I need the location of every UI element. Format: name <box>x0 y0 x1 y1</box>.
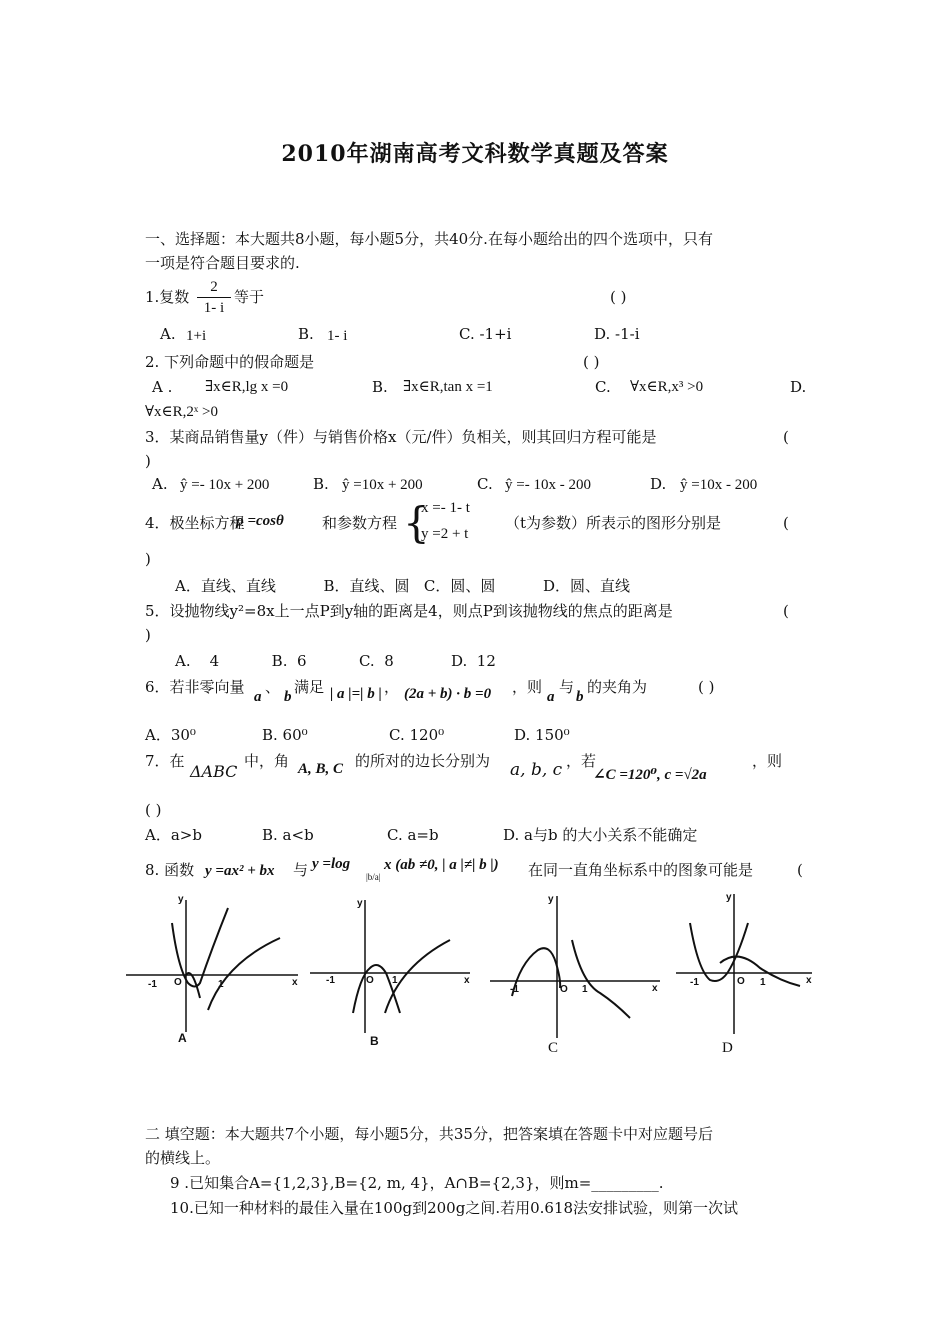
q7-optD: D. a与b 的大小关系不能确定 <box>503 826 698 844</box>
q7-mid2: 的所对的边长分别为 <box>355 752 491 770</box>
q2-optA-label: A . <box>152 378 173 396</box>
q3-optC-label: C. <box>477 475 493 493</box>
q2-optB-label: B. <box>372 378 388 396</box>
section2-line2: 的横线上。 <box>145 1149 221 1167</box>
q6-vec-a: a <box>254 689 262 705</box>
q4-paren-open: ( <box>783 514 789 532</box>
q1-den: 1- i <box>203 300 225 316</box>
q1-optA-label: A. <box>160 325 176 343</box>
q8-suffix: 在同一直角坐标系中的图象可能是 <box>528 861 754 879</box>
graph-d-y: y <box>726 892 732 903</box>
q7-paren: ( ) <box>145 801 162 819</box>
q2-optD: ∀x∈R,2ˣ >0 <box>145 404 218 420</box>
q8-f2-sub: |b/a| <box>366 872 381 882</box>
q3-optD: ŷ =10x - 200 <box>680 477 758 493</box>
q7-optC: C. a=b <box>387 826 439 844</box>
q6-eq2: (2a + b) · b =0 <box>404 686 492 702</box>
q8-f2: y =log <box>312 856 351 872</box>
q3-paren-close: ) <box>145 452 151 470</box>
q2-optC: ∀x∈R,x³ >0 <box>630 379 704 395</box>
q3-optD-label: D. <box>650 475 667 493</box>
q7-sides: a, b, c <box>510 760 563 780</box>
q6-optD: D. 150⁰ <box>514 726 570 744</box>
q2-paren: ( ) <box>583 353 600 371</box>
q6-optC: C. 120⁰ <box>389 726 445 744</box>
q4-sys2: y =2 + t <box>421 526 469 542</box>
q3-stem: 3．某商品销售量y（件）与销售价格x（元/件）负相关，则其回归方程可能是 <box>145 428 657 446</box>
q4-eq1: ρ =cosθ <box>236 513 284 529</box>
q6-suffix: 的夹角为 <box>587 678 648 696</box>
q6-vec-b2: b <box>576 689 584 705</box>
q4-sys1: x =- 1- t <box>421 500 470 516</box>
q5-options: A. 4 B. 6 C. 8 D. 12 <box>175 652 496 670</box>
graph-d-neg: -1 <box>690 977 699 988</box>
q2-optA: ∃x∈R,lg x =0 <box>205 379 289 395</box>
q4-options: A．直线、直线 B．直线、圆 C．圆、圆 D．圆、直线 <box>175 577 631 595</box>
graph-c-label: C <box>548 1040 559 1056</box>
q7-suffix: ，则 <box>752 752 783 770</box>
q1-fraction <box>197 278 231 317</box>
q2-optC-label: C. <box>595 378 611 396</box>
graph-d-label: D <box>722 1040 733 1056</box>
q2-optB: ∃x∈R,tan x =1 <box>403 379 493 395</box>
q1-optB: 1- i <box>327 328 348 344</box>
graph-c-o: O <box>560 984 568 995</box>
q1-optD: D. -1-i <box>594 325 640 343</box>
q6-prefix: 6．若非零向量 <box>145 678 245 696</box>
q2-optD-label: D. <box>790 378 807 396</box>
section1-line1: 一、选择题：本大题共8小题，每小题5分，共40分.在每小题给出的四个选项中，只有 <box>145 230 713 248</box>
section1-line2: 一项是符合题目要求的. <box>145 254 300 272</box>
graph-c-pos: 1 <box>582 984 588 995</box>
graph-c-neg: -1 <box>510 984 519 995</box>
page-title: 2010年湖南高考文科数学真题及答案 <box>281 141 669 167</box>
graph-c <box>490 896 660 1038</box>
graph-b-label: B <box>370 1034 379 1048</box>
q7-angles: A, B, C <box>298 761 344 777</box>
graph-a-label: A <box>178 1031 187 1045</box>
graph-b <box>310 900 470 1033</box>
q3-optC: ŷ =- 10x - 200 <box>505 477 591 493</box>
q8-prefix: 8. 函数 <box>145 861 195 879</box>
q9-text: 9 .已知集合A={1,2,3},B={2, m, 4}，A∩B={2,3}，则m=_________. <box>170 1174 664 1192</box>
q7-cond: ∠C =120⁰, c =√2a <box>593 767 707 783</box>
graph-a-o: O <box>174 977 182 988</box>
q4-paren-close: ) <box>145 550 151 568</box>
q8-graphs <box>120 888 820 1063</box>
q8-f1: y =ax² + bx <box>205 863 275 879</box>
q10-text: 10.已知一种材料的最佳入量在100g到200g之间.若用0.618法安排试验，则第一次试 <box>170 1199 739 1217</box>
graph-a-pos: 1 <box>218 979 224 990</box>
q1-prefix: 1.复数 <box>145 288 190 306</box>
graph-b-x: x <box>464 975 470 986</box>
q4-brace: { <box>403 498 430 547</box>
section2-line1: 二 填空题：本大题共7个小题，每小题5分，共35分，把答案填在答题卡中对应题号后 <box>145 1125 713 1143</box>
q5-paren-close: ) <box>145 626 151 644</box>
q6-and: 与 <box>559 678 575 696</box>
graph-c-y: y <box>548 894 554 905</box>
q3-paren-open: ( <box>783 428 789 446</box>
q3-optB: ŷ =10x + 200 <box>342 477 423 493</box>
q4-mid: 和参数方程 <box>322 514 398 532</box>
q6-eq1: | a |=| b | <box>330 686 382 702</box>
graph-b-o: O <box>366 975 374 986</box>
q3-optA-label: A. <box>152 475 168 493</box>
graph-b-y: y <box>357 898 363 909</box>
q7-optA: A．a>b <box>145 826 202 844</box>
q8-and: 与 <box>293 861 309 879</box>
q7-mid3: ，若 <box>566 752 597 770</box>
q3-optA: ŷ =- 10x + 200 <box>180 477 270 493</box>
q7-mid1: 中，角 <box>244 752 290 770</box>
q4-prefix: 4．极坐标方程 <box>145 514 245 532</box>
q1-suffix: 等于 <box>234 288 265 306</box>
q4-suffix: （t为参数）所表示的图形分别是 <box>505 514 722 532</box>
q6-cond: 满足 <box>294 678 325 696</box>
q2-stem: 2. 下列命题中的假命题是 <box>145 353 315 371</box>
graph-b-pos: 1 <box>392 975 398 986</box>
q6-comma: ， <box>384 678 400 696</box>
q6-vec-b: b <box>284 689 292 705</box>
q6-optB: B. 60⁰ <box>262 726 308 744</box>
q1-optC: C. -1+i <box>459 325 512 343</box>
graph-c-x: x <box>652 983 658 994</box>
q6-then: ，则 <box>512 678 543 696</box>
q5-paren-open: ( <box>783 602 789 620</box>
q7-optB: B. a<b <box>262 826 314 844</box>
graph-a-neg: -1 <box>148 979 157 990</box>
q8-paren-open: ( <box>797 861 803 879</box>
graph-a-y: y <box>178 894 184 905</box>
graph-a-x: x <box>292 977 298 988</box>
q1-optB-label: B. <box>298 325 314 343</box>
q6-paren: ( ) <box>698 678 715 696</box>
graph-d-pos: 1 <box>760 977 766 988</box>
q1-paren: ( ) <box>610 288 627 306</box>
q3-optB-label: B. <box>313 475 329 493</box>
q7-tri: ΔABC <box>190 762 238 781</box>
q1-optA: 1+i <box>186 328 207 344</box>
graph-d-o: O <box>737 976 745 987</box>
graph-d <box>676 894 812 1034</box>
graph-a <box>126 900 298 1032</box>
q1-num: 2 <box>210 279 218 295</box>
q6-sep: 、 <box>265 678 281 696</box>
q8-f2-rest: x (ab ≠0, | a |≠| b |) <box>384 857 499 873</box>
q5-stem: 5．设抛物线y²=8x上一点P到y轴的距离是4，则点P到该抛物线的焦点的距离是 <box>145 602 673 620</box>
graph-d-x: x <box>806 975 812 986</box>
graph-b-neg: -1 <box>326 975 335 986</box>
q6-vec-a2: a <box>547 689 555 705</box>
q6-optA: A．30⁰ <box>145 726 196 744</box>
q7-prefix: 7．在 <box>145 752 185 770</box>
